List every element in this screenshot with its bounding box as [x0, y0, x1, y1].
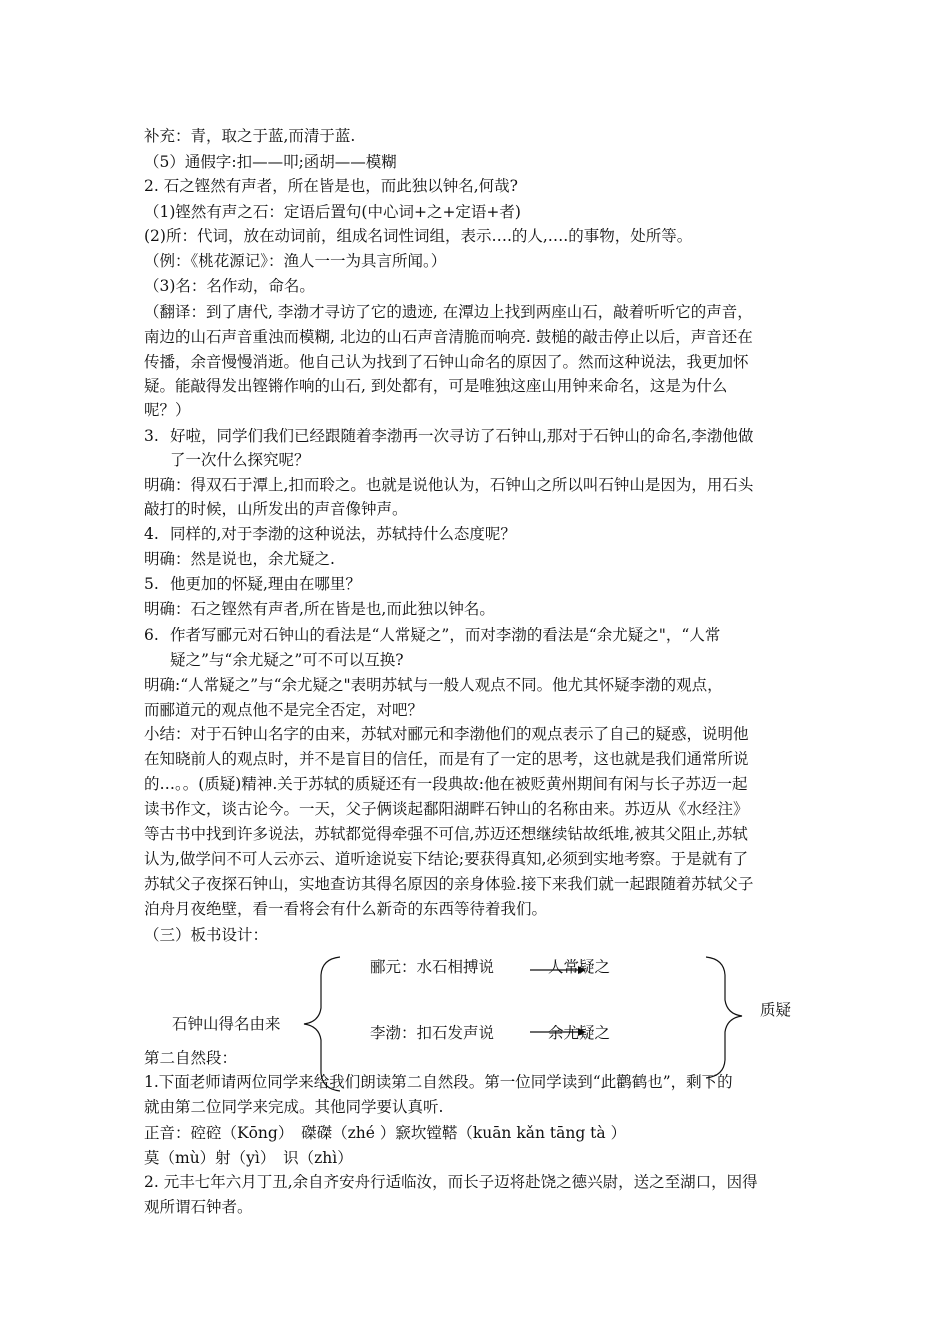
text-line: 2. 元丰七年六月丁丑,余自齐安舟行适临汝，而长子迈将赴饶之德兴尉，送之至湖口，因得	[144, 1173, 758, 1191]
question-text: 他更加的怀疑,理由在哪里？	[170, 575, 361, 593]
text-line: 就由第二位同学来完成。其他同学要认真听.	[144, 1098, 444, 1116]
question-text: 同样的,对于李渤的这种说法，苏轼持什么态度呢？	[170, 525, 516, 543]
text-line: （翻译：到了唐代, 李渤才寻访了它的遗迹, 在潭边上找到两座山石，敲着听听它的声音，	[144, 303, 753, 321]
text-line: （例：《桃花源记》：渔人一一为具言所闻。）	[144, 252, 447, 270]
text-line: 疑。能敲得发出铿锵作响的山石, 到处都有，可是唯独这座山用钟来命名，这是为什么	[144, 377, 728, 395]
board-row2-right: 余尤疑之	[548, 1024, 611, 1042]
text-line: (2)所：代词，放在动词前，组成名词性词组，表示….的人,….的事物，处所等。	[144, 227, 693, 245]
text-line: 传播，余音慢慢消逝。他自己认为找到了石钟山命名的原因了。然而这种说法，我更加怀	[144, 353, 749, 371]
text-line: 2. 石之铿然有声者，所在皆是也，而此独以钟名,何哉?	[144, 177, 518, 195]
text-line: 明确:“人常疑之”与“余尤疑之"表明苏轼与一般人观点不同。他尤其怀疑李渤的观点，	[144, 676, 723, 694]
question-text: 作者写郦元对石钟山的看法是“人常疑之”，而对李渤的看法是“余尤疑之"，“人常	[170, 626, 721, 644]
text-line: 泊舟月夜绝壁，看一看将会有什么新奇的东西等待着我们。	[144, 900, 548, 918]
text-line: 苏轼父子夜探石钟山，实地查访其得名原因的亲身体验.接下来我们就一起跟随着苏轼父子	[144, 875, 754, 893]
text-line: （3)名：名作动，命名。	[144, 277, 315, 295]
text-line: 等古书中找到许多说法，苏轼都觉得牵强不可信,苏迈还想继续钻故纸堆,被其父阻止,苏轼	[144, 825, 748, 843]
right-brace	[706, 957, 742, 1078]
text-line: 在知晓前人的观点时，并不是盲目的信任，而是有了一定的思考，这也就是我们通常所说	[144, 750, 749, 768]
text-line: （1)铿然有声之石：定语后置句(中心词+之+定语+者)	[144, 203, 521, 221]
question-number: 5.	[144, 575, 159, 593]
text-line: 呢？）	[144, 401, 191, 419]
board-row1-right: 人常疑之	[548, 958, 611, 976]
text-line: 明确：然是说也，余尤疑之.	[144, 550, 335, 568]
text-line: 明确：得双石于潭上,扣而聆之。也就是说他认为，石钟山之所以叫石钟山是因为，用石头	[144, 476, 754, 494]
board-result: 质疑	[760, 1001, 792, 1019]
board-row2-left: 李渤：扣石发声说	[370, 1024, 495, 1042]
section-heading: 第二自然段：	[144, 1049, 238, 1067]
question-number: 6.	[144, 626, 159, 644]
text-line: 明确：石之铿然有声者,所在皆是也,而此独以钟名。	[144, 600, 495, 618]
section-heading: （三）板书设计：	[144, 926, 269, 944]
text-line: 读书作文，谈古论今。一天，父子俩谈起鄱阳湖畔石钟山的名称由来。苏迈从《水经注》	[144, 800, 749, 818]
board-center-label: 石钟山得名由来	[172, 1015, 281, 1033]
question-number: 4.	[144, 525, 159, 543]
text-line: 认为,做学问不可人云亦云、道听途说妄下结论;要获得真知,必须到实地考察。于是就有了	[144, 850, 749, 868]
text-line: 而郦道元的观点他不是完全否定，对吧？	[144, 701, 424, 719]
text-line: 小结：对于石钟山名字的由来，苏轼对郦元和李渤他们的观点表示了自己的疑惑，说明他	[144, 725, 749, 743]
text-line: 补充：青，取之于蓝,而清于蓝.	[144, 127, 356, 145]
text-line: 南边的山石声音重浊而模糊, 北边的山石声音清脆而响亮. 鼓槌的敲击停止以后，声音还在	[144, 328, 753, 346]
question-number: 3.	[144, 427, 159, 445]
question-text: 好啦，同学们我们已经跟随着李渤再一次寻访了石钟山,那对于石钟山的命名,李渤他做	[170, 427, 754, 445]
text-line: 观所谓石钟者。	[144, 1198, 253, 1216]
text-line: （5）通假字:扣——叩;函胡——模糊	[144, 153, 397, 171]
board-row1-left: 郦元：水石相搏说	[370, 958, 495, 976]
text-line: 疑之”与“余尤疑之”可不可以互换?	[170, 651, 404, 669]
text-line: 1.下面老师请两位同学来给我们朗读第二自然段。第一位同学读到“此鹳鹤也”，剩下的	[144, 1073, 733, 1091]
text-line: 敲打的时候，山所发出的声音像钟声。	[144, 500, 408, 518]
text-line: 莫（mù）射（yì） 识（zhì）	[144, 1149, 353, 1167]
text-line: 正音：硿硿（Kōng） 磔磔（zhé ）窾坎镗鞳（kuān kǎn tāng tà ）	[144, 1124, 627, 1142]
text-line: 了一次什么探究呢？	[170, 451, 310, 469]
text-line: 的…。。(质疑)精神.关于苏轼的质疑还有一段典故:他在被贬黄州期间有闲与长子苏迈一起	[144, 775, 748, 793]
